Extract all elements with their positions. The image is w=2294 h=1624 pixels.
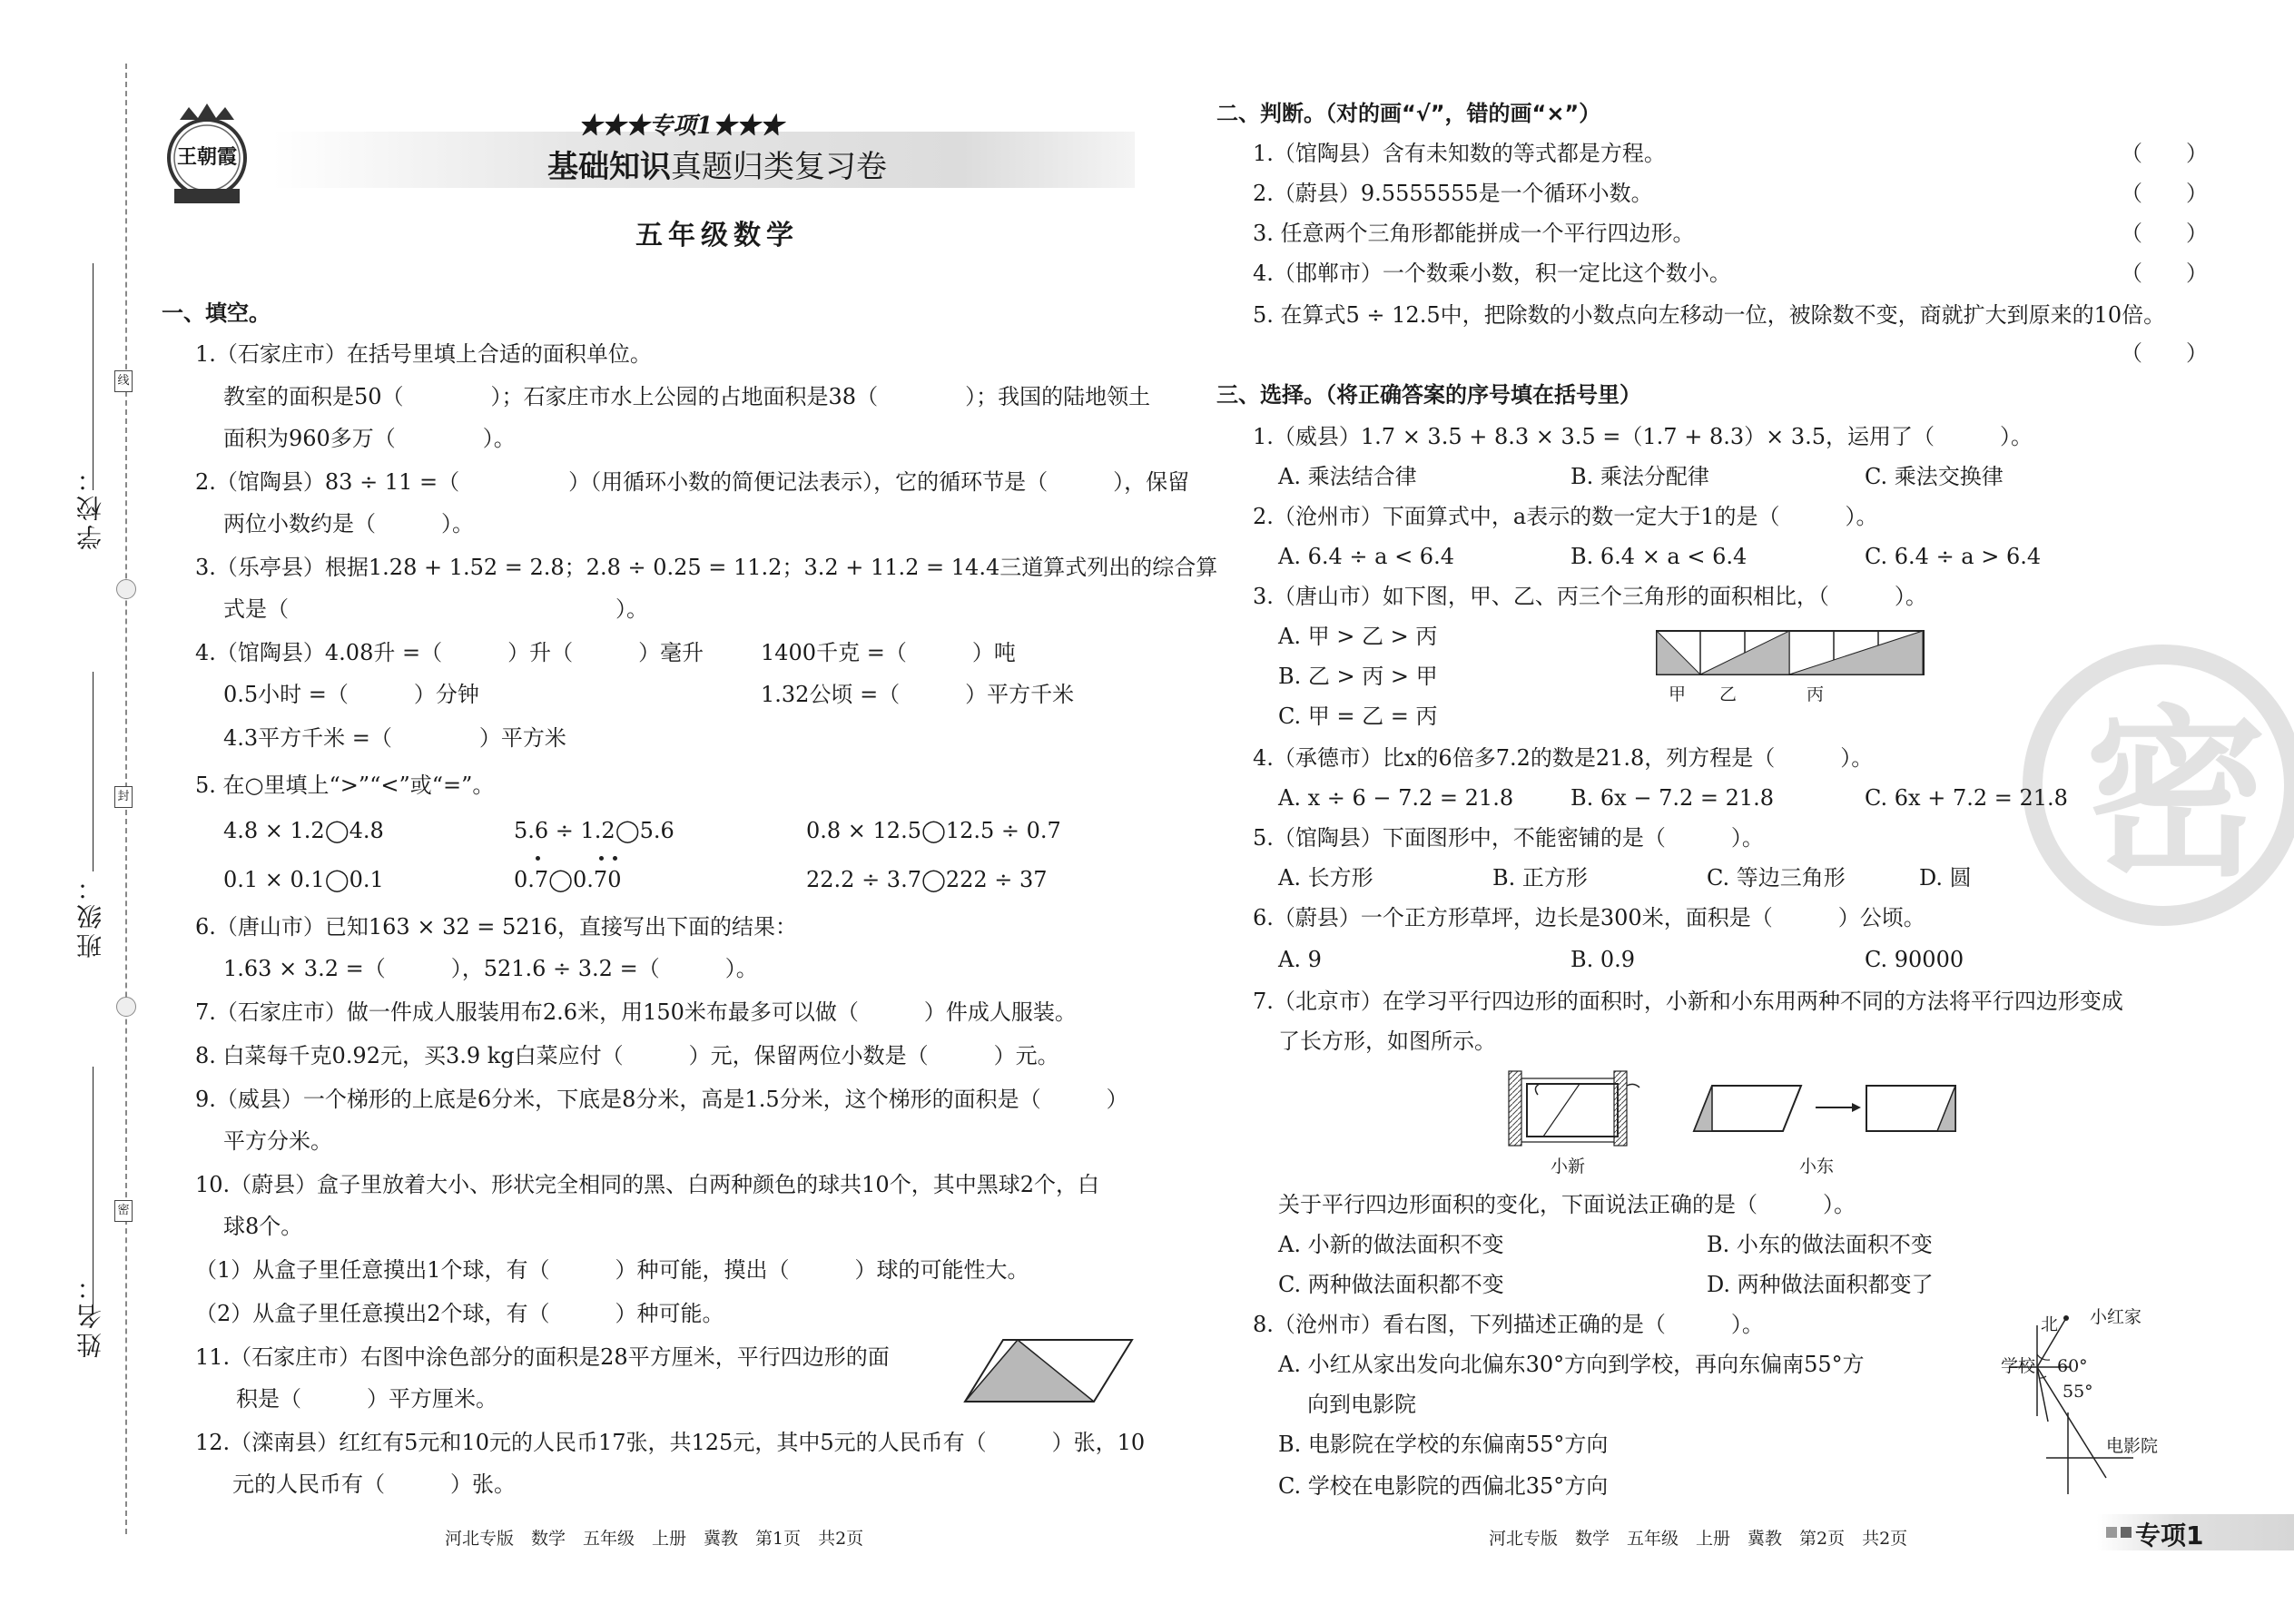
choice-5-a: A. 长方形 [1278,865,1373,891]
fig-label-angle-55: 55° [2063,1382,2093,1402]
q1-line2: 教室的面积是50（ ）；石家庄市水上公园的占地面积是38（ ）；我国的陆地领土 [223,384,1151,409]
repeat-dot [613,856,617,861]
q5-item4: 0.1 × 0.1◯0.1 [223,867,384,892]
triangles-figure [1656,630,1928,681]
footer-left: 河北专版 数学 五年级 上册 冀教 第1页 共2页 [445,1529,864,1549]
binding-hole-icon [116,579,136,599]
cut-mark-secret: 密 [114,1200,133,1222]
choice-8-b: B. 电影院在学校的东偏南55°方向 [1278,1432,1609,1457]
choice-6-b: B. 0.9 [1570,947,1636,972]
tag-square-icon [2106,1527,2117,1538]
choice-7-a: A. 小新的做法面积不变 [1278,1232,1504,1257]
choice-7-c: C. 两种做法面积都不变 [1278,1272,1504,1297]
choice-5: 5.（馆陶县）下面图形中，不能密铺的是（ ）。 [1253,825,1764,851]
repeat-dot [599,856,604,861]
q4-text: 4.（馆陶县）4.08升 =（ ）升（ ）毫升 [195,640,704,665]
choice-2-b: B. 6.4 × a < 6.4 [1570,544,1748,569]
xiaodong-figure [1692,1084,1964,1142]
choice-8-a: A. 小红从家出发向北偏东30°方向到学校，再向东偏南55°方 [1278,1352,1865,1377]
judge-5-answer[interactable]: （ ） [2121,340,2208,366]
q7-text: 7.（石家庄市）做一件成人服装用布2.6米，用150米布最多可以做（ ）件成人服装。 [195,999,1077,1025]
q12-text: 12.（滦南县）红红有5元和10元的人民币17张，共125元，其中5元的人民币有（ ）张，10 [195,1430,1146,1455]
choice-4-b: B. 6x − 7.2 = 21.8 [1570,785,1775,811]
fig-label-home: 小红家 [2090,1307,2142,1327]
choice-3-b: B. 乙 > 丙 > 甲 [1278,664,1438,689]
choice-7-line2: 了长方形，如图所示。 [1278,1029,1496,1054]
fig-label-angle-60: 60° [2057,1356,2088,1376]
q4-item3: 0.5小时 =（ ）分钟 [223,682,479,707]
brand-logo [162,102,252,211]
q2-line2: 两位小数约是（ ）。 [223,511,474,536]
choice-6-c: C. 90000 [1865,947,1964,972]
q10-sub2: （2）从盒子里任意摸出2个球，有（ ）种可能。 [195,1301,724,1326]
q3-text: 3.（乐亭县）根据1.28 + 1.52 = 2.8；2.8 ÷ 0.25 = 11.2；3.2 + 11.2 = 14.4三道算式列出的综合算 [195,555,1218,580]
fig-label-xiaodong: 小东 [1799,1156,1835,1176]
choice-6-a: A. 9 [1278,947,1322,972]
choice-7: 7.（北京市）在学习平行四边形的面积时，小新和小东用两种不同的方法将平行四边形变成 [1253,989,2123,1014]
choice-3-a: A. 甲 > 乙 > 丙 [1278,624,1438,649]
q10-line2: 球8个。 [223,1214,303,1239]
series-label: ★★★专项1★★★ [577,113,784,140]
q5-text: 5. 在○里填上“>”“<”或“=”。 [195,773,495,798]
choice-8: 8.（沧州市）看右图，下列描述正确的是（ ）。 [1253,1312,1764,1337]
section-fill-blank: 一、填空。 [162,300,271,326]
choice-5-b: B. 正方形 [1492,865,1588,891]
choice-2-c: C. 6.4 ÷ a > 6.4 [1865,544,2042,569]
choice-8-a-cont: 向到电影院 [1307,1392,1416,1417]
q9-line2: 平方分米。 [223,1128,332,1154]
choice-4: 4.（承德市）比x的6倍多7.2的数是21.8，列方程是（ ）。 [1253,745,1874,771]
choice-4-c: C. 6x + 7.2 = 21.8 [1865,785,2068,811]
q5-item5: 0.7◯0.70 [514,867,622,892]
class-label: 班级： [75,871,105,959]
title-bold: 基础知识 [547,149,671,185]
fig-label-school: 学校 [2001,1356,2036,1376]
choice-3-c: C. 甲 = 乙 = 丙 [1278,704,1438,729]
tag-square-icon [2121,1527,2132,1538]
repeat-dot [536,856,540,861]
choice-5-d: D. 圆 [1919,865,1972,891]
fig-label-north: 北 [2041,1314,2059,1334]
section-judge: 二、判断。（对的画“√”，错的画“×”） [1216,101,1601,126]
direction-figure [1997,1304,2179,1507]
class-write-line [93,672,94,871]
q12-line2: 元的人民币有（ ）张。 [232,1471,516,1497]
judge-3-answer[interactable]: （ ） [2121,221,2208,246]
xiaoxin-figure [1507,1066,1661,1151]
q1-line3: 面积为960多万（ ）。 [223,426,516,451]
choice-7-question: 关于平行四边形面积的变化，下面说法正确的是（ ）。 [1278,1192,1856,1217]
q5-item6: 22.2 ÷ 3.7◯222 ÷ 37 [806,867,1048,892]
choice-2: 2.（沧州市）下面算式中，a表示的数一定大于1的是（ ）。 [1253,504,1878,529]
q5-item1: 4.8 × 1.2◯4.8 [223,818,384,843]
judge-3: 3. 任意两个三角形都能拼成一个平行四边形。 [1253,221,1695,246]
judge-4: 4.（邯郸市）一个数乘小数，积一定比这个数小。 [1253,261,1731,286]
q5-item2: 5.6 ÷ 1.2◯5.6 [514,818,674,843]
q4-item4: 1.32公顷 =（ ）平方千米 [761,682,1075,707]
q5-item3: 0.8 × 12.5◯12.5 ÷ 0.7 [806,818,1061,843]
judge-4-answer[interactable]: （ ） [2121,261,2208,286]
judge-2: 2.（蔚县）9.5555555是一个循环小数。 [1253,181,1653,206]
cut-mark-seal: 封 [114,786,133,808]
subtitle: 五年级数学 [635,220,799,251]
choice-8-c: C. 学校在电影院的西偏北35°方向 [1278,1473,1609,1499]
binding-hole-icon [116,997,136,1017]
q9-text: 9.（威县）一个梯形的上底是6分米，下底是8分米，高是1.5分米，这个梯形的面积是（ ） [195,1087,1128,1112]
choice-1: 1.（威县）1.7 × 3.5 + 8.3 × 3.5 =（1.7 + 8.3）× 3.5，运用了（ ）。 [1253,424,2033,449]
choice-3: 3.（唐山市）如下图，甲、乙、丙三个三角形的面积相比，（ ）。 [1253,584,1927,609]
choice-7-b: B. 小东的做法面积不变 [1707,1232,1933,1257]
choice-5-c: C. 等边三角形 [1707,865,1846,891]
cut-mark-line: 线 [114,370,133,392]
q10-sub1: （1）从盒子里任意摸出1个球，有（ ）种可能，摸出（ ）球的可能性大。 [195,1257,1029,1283]
title-rest: 真题归类复习卷 [671,149,887,185]
page-title [454,142,980,186]
q2-text: 2.（馆陶县）83 ÷ 11 =（ ）（用循环小数的简便记法表示），它的循环节是（ ），保留 [195,469,1190,495]
brand-name: 王朝霞 [176,145,237,169]
special-tag: 专项1 [2135,1521,2204,1550]
fig-label-cinema: 电影院 [2106,1436,2159,1456]
choice-1-c: C. 乘法交换律 [1865,464,2004,489]
judge-2-answer[interactable]: （ ） [2121,181,2208,206]
choice-1-a: A. 乘法结合律 [1278,464,1417,489]
fig-label-jia: 甲 [1669,684,1687,704]
q10-text: 10.（蔚县）盒子里放着大小、形状完全相同的黑、白两种颜色的球共10个，其中黑球2个，白 [195,1172,1099,1197]
judge-1: 1.（馆陶县）含有未知数的等式都是方程。 [1253,141,1666,166]
name-label: 姓名： [75,1271,105,1358]
choice-1-b: B. 乘法分配律 [1570,464,1709,489]
fig-label-xiaoxin: 小新 [1551,1156,1586,1176]
choice-4-a: A. x ÷ 6 − 7.2 = 21.8 [1278,785,1514,811]
fig-label-yi: 乙 [1719,684,1738,704]
q4-item5: 4.3平方千米 =（ ）平方米 [223,725,566,751]
choice-6: 6.（蔚县）一个正方形草坪，边长是300米，面积是（ ）公顷。 [1253,905,1925,930]
q1-text: 1.（石家庄市）在括号里填上合适的面积单位。 [195,341,652,367]
fig-label-bing: 丙 [1807,684,1825,704]
q11-line2: 积是（ ）平方厘米。 [236,1386,497,1412]
q6-line2: 1.63 × 3.2 =（ ），521.6 ÷ 3.2 =（ ）。 [223,956,758,981]
parallelogram-figure [958,1336,1139,1409]
q4-item2: 1400千克 =（ ）吨 [761,640,1016,665]
judge-1-answer[interactable]: （ ） [2121,141,2208,166]
judge-5: 5. 在算式5 ÷ 12.5中，把除数的小数点向左移动一位，被除数不变，商就扩大到原来的10倍。 [1253,302,2166,328]
school-label: 学校： [75,463,105,550]
q11-text: 11.（石家庄市）右图中涂色部分的面积是28平方厘米，平行四边形的面 [195,1344,890,1370]
choice-7-d: D. 两种做法面积都变了 [1707,1272,1934,1297]
school-write-line [93,263,94,490]
footer-right: 河北专版 数学 五年级 上册 冀教 第2页 共2页 [1489,1529,1908,1549]
q8-text: 8. 白菜每千克0.92元，买3.9 kg白菜应付（ ）元，保留两位小数是（ ）元。 [195,1043,1059,1068]
section-choice: 三、选择。（将正确答案的序号填在括号里） [1216,382,1641,408]
q3-line2: 式是（ ）。 [223,596,648,622]
secret-watermark: 密 [2023,645,2294,926]
q6-text: 6.（唐山市）已知163 × 32 = 5216，直接写出下面的结果： [195,914,798,940]
choice-2-a: A. 6.4 ÷ a < 6.4 [1278,544,1454,569]
